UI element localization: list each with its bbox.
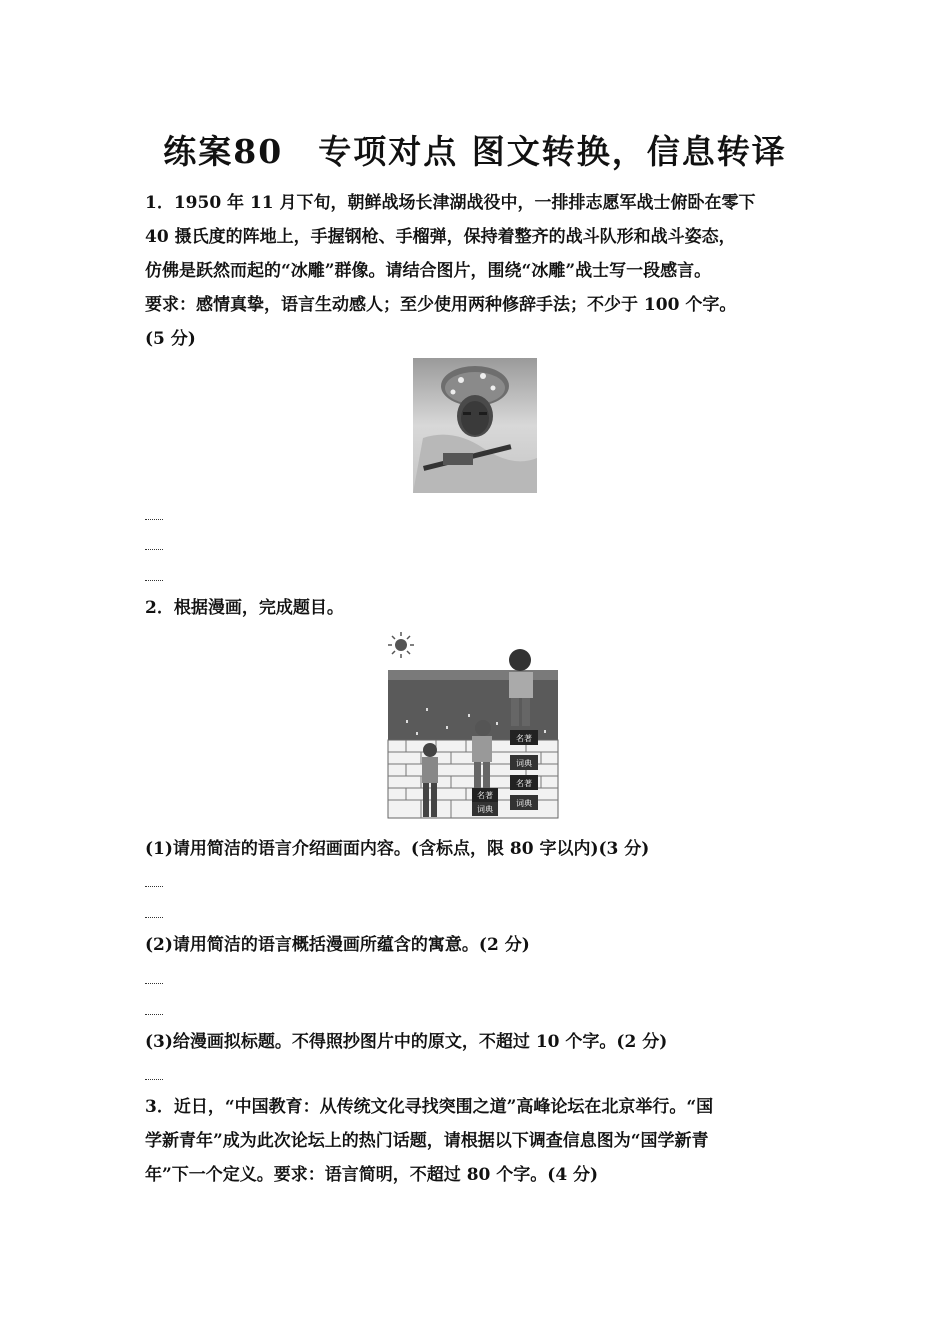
book-label: 名著 [516, 734, 532, 743]
question-2-sub3: (3)给漫画拟标题。不得照抄图片中的原文，不超过 10 个字。(2 分) [145, 1032, 668, 1052]
book-label: 名著 [516, 779, 532, 788]
answer-line[interactable] [145, 519, 163, 520]
book-label: 名著 [477, 791, 493, 800]
answer-line[interactable] [145, 886, 163, 887]
question-2-sub2: (2)请用简洁的语言概括漫画所蕴含的寓意。(2 分) [145, 935, 530, 955]
question-1-line: 40 摄氏度的阵地上，手握钢枪、手榴弹，保持着整齐的战斗队形和战斗姿态， [145, 227, 736, 247]
answer-line[interactable] [145, 1079, 163, 1080]
answer-line[interactable] [145, 580, 163, 581]
question-3-line: 3．近日，“中国教育：从传统文化寻找突围之道”高峰论坛在北京举行。“国 [145, 1097, 714, 1117]
cartoon-wall [386, 630, 560, 820]
book-label: 词典 [516, 759, 532, 768]
question-1 [145, 186, 825, 356]
question-1-line: 要求：感情真挚，语言生动感人；至少使用两种修辞手法；不少于 100 个字。 [145, 295, 737, 315]
question-3-line: 学新青年”成为此次论坛上的热门话题，请根据以下调查信息图为“国学新青 [145, 1131, 709, 1151]
sun-icon [388, 632, 414, 658]
question-1-line: 仿佛是跃然而起的“冰雕”群像。请结合图片，围绕“冰雕”战士写一段感言。 [145, 261, 712, 281]
book-label: 词典 [516, 799, 532, 808]
question-3 [145, 1090, 825, 1192]
question-2-sub1: (1)请用简洁的语言介绍画面内容。(含标点，限 80 字以内)(3 分) [145, 839, 650, 859]
question-3-line: 年”下一个定义。要求：语言简明，不超过 80 个字。(4 分) [145, 1165, 599, 1185]
soldier-photo [413, 358, 537, 493]
answer-line[interactable] [145, 549, 163, 550]
answer-line[interactable] [145, 983, 163, 984]
question-1-line: (5 分) [145, 329, 196, 349]
answer-line[interactable] [145, 1014, 163, 1015]
page-title: 练案80 专项对点 图文转换，信息转译 [163, 132, 787, 171]
answer-line[interactable] [145, 917, 163, 918]
question-1-line: 1．1950 年 11 月下旬，朝鲜战场长津湖战役中，一排排志愿军战士俯卧在零下 [145, 193, 756, 213]
question-2-stem: 2．根据漫画，完成题目。 [145, 598, 344, 618]
book-label: 词典 [477, 805, 493, 814]
